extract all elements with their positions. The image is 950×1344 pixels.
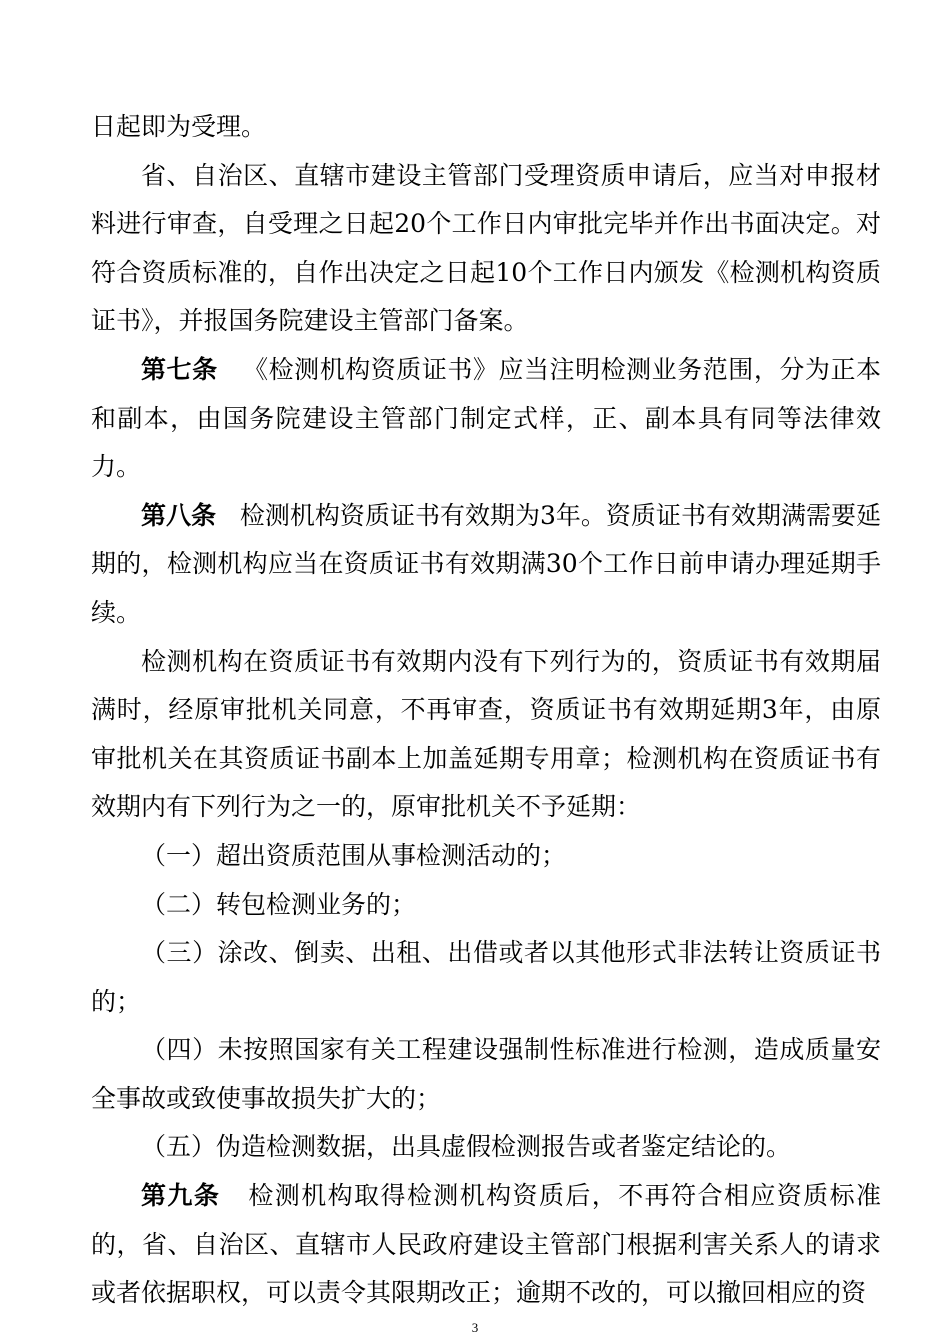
article-9	[91, 1172, 881, 1318]
paragraph-extension-conditions	[91, 638, 881, 832]
article-7	[91, 346, 881, 492]
list-item-text: （四）未按照国家有关工程建设强制性标准进行检测，造成质量安全事故或致使事故损失扩大的；	[91, 1035, 881, 1113]
paragraph-text: 检测机构取得检测机构资质后，不再符合相应资质标准的，省、自治区、直辖市人民政府建设主管部门根据利害关系人的请求或者依据职权，可以责令其限期改正；逾期不改的，可以撤回相应的资	[91, 1181, 881, 1308]
list-item-2	[91, 881, 881, 930]
article-label: 第七条	[141, 354, 218, 384]
list-item-3	[91, 929, 881, 1026]
list-item-1	[91, 832, 881, 881]
paragraph-text: 省、自治区、直辖市建设主管部门受理资质申请后，应当对申报材料进行审查，自受理之日起20个工作日内审批完毕并作出书面决定。对符合资质标准的，自作出决定之日起10个工作日内颁发《检测机构资质证书》，并报国务院建设主管部门备案。	[91, 160, 881, 336]
paragraph-text: 检测机构资质证书有效期为3年。资质证书有效期满需要延期的，检测机构应当在资质证书有效期满30个工作日前申请办理延期手续。	[91, 500, 881, 627]
paragraph-text: 《检测机构资质证书》应当注明检测业务范围，分为正本和副本，由国务院建设主管部门制定式样，正、副本具有同等法律效力。	[91, 354, 881, 482]
list-item-4	[91, 1026, 881, 1123]
list-item-text: （五）伪造检测数据，出具虚假检测报告或者鉴定结论的。	[141, 1132, 792, 1162]
page-number: 3	[471, 1320, 479, 1335]
paragraph-text: 检测机构在资质证书有效期内没有下列行为的，资质证书有效期届满时，经原审批机关同意，不再审查，资质证书有效期延期3年，由原审批机关在其资质证书副本上加盖延期专用章；检测机构在资质证书有效期内有下列行为之一的，原审批机关不予延期：	[91, 646, 881, 822]
list-item-text: （二）转包检测业务的；	[141, 889, 417, 919]
list-item-text: （三）涂改、倒卖、出租、出借或者以其他形式非法转让资质证书的；	[91, 938, 881, 1016]
article-gap	[218, 355, 243, 384]
article-8	[91, 492, 881, 638]
article-label: 第九条	[141, 1181, 221, 1211]
article-gap	[216, 501, 240, 530]
paragraph-continuation	[91, 103, 881, 152]
article-gap	[220, 1181, 248, 1210]
list-item-text: （一）超出资质范围从事检测活动的；	[141, 840, 567, 870]
paragraph-text: 日起即为受理。	[91, 112, 267, 141]
paragraph-review-approval	[91, 152, 881, 346]
list-item-5	[91, 1123, 881, 1172]
article-label: 第八条	[141, 500, 217, 530]
document-body	[91, 103, 881, 1318]
